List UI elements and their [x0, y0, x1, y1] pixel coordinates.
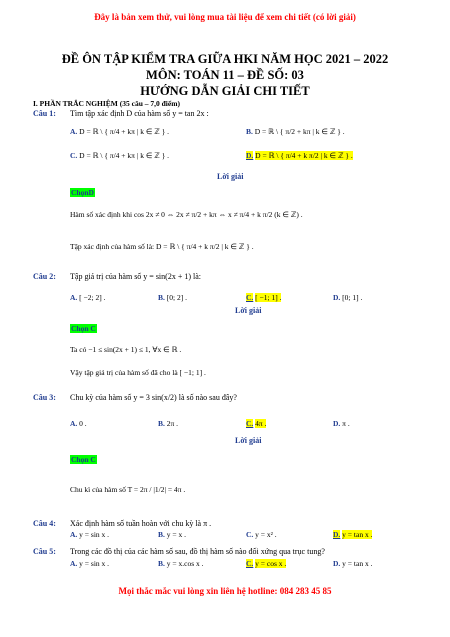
q5-option-a: A. y = sin x . [70, 559, 110, 568]
q4-option-c: C. y = x² . [246, 530, 277, 539]
question-3-label: Câu 3: [33, 393, 56, 402]
q5-option-b: B. y = x.cos x . [158, 559, 204, 568]
q3-option-d: D. π . [333, 419, 350, 428]
q1-solution-heading: Lời giải [217, 172, 244, 181]
exam-subject: MÔN: TOÁN 11 – ĐỀ SỐ: 03 [146, 68, 304, 82]
q2-solution-line-2: Vậy tập giá trị của hàm số đã cho là [ −1; 1] . [70, 368, 206, 377]
question-3-text: Chu kỳ của hàm số y = 3 sin(x/2) là số nào sau đây? [70, 393, 237, 402]
q5-option-d: D. y = tan x . [333, 559, 373, 568]
question-4-label: Câu 4: [33, 519, 56, 528]
q1-option-b: B. D = ℝ \ { π/2 + kπ | k ∈ ℤ } . [246, 127, 345, 136]
question-4-text: Xác định hàm số tuần hoàn với chu kỳ là π . [70, 519, 212, 528]
preview-banner: Đây là bản xem thử, vui lòng mua tài liệu để xem chi tiết (có lời giải) [94, 12, 356, 22]
q2-option-b: B. [0; 2] . [158, 293, 187, 302]
q3-option-b: B. 2π . [158, 419, 179, 428]
q3-option-a: A. 0 . [70, 419, 87, 428]
hotline-footer: Mọi thắc mắc vui lòng xin liên hệ hotline: 084 283 45 85 [118, 586, 332, 596]
exam-title: ĐỀ ÔN TẬP KIỂM TRA GIỮA HKI NĂM HỌC 2021 – 2022 [61, 52, 389, 66]
q1-option-d: D. D = ℝ \ { π/4 + k π/2 | k ∈ ℤ } . [246, 151, 353, 160]
q2-option-d: D. [0; 1] . [333, 293, 363, 302]
q2-option-a: A. [ −2; 2] . [70, 293, 106, 302]
q2-solution-line-1: Ta có −1 ≤ sin(2x + 1) ≤ 1, ∀x ∈ ℝ . [70, 345, 182, 354]
section-heading: I. PHẦN TRẮC NGHIỆM (35 câu – 7,0 điểm) [33, 99, 180, 108]
q3-option-c: C. 4π . [246, 419, 267, 428]
question-2-text: Tập giá trị của hàm số y = sin(2x + 1) là: [70, 272, 201, 281]
q3-answer-tag: Chọn C [71, 455, 96, 464]
q2-option-c: C. [ −1; 1] . [246, 293, 282, 302]
q5-option-c: C. y = cos x . [246, 559, 287, 568]
question-2-label: Câu 2: [33, 272, 56, 281]
q1-solution-line-2: Tập xác định của hàm số là: D = ℝ \ { π/4 + k π/2 | k ∈ ℤ } . [70, 242, 254, 251]
q3-solution-heading: Lời giải [235, 436, 262, 445]
q3-solution-line-1: Chu kì của hàm số T = 2π / |1/2| = 4π . [70, 485, 186, 494]
q4-option-d: D. y = tan x . [333, 530, 373, 539]
question-5-text: Trong các đồ thị của các hàm số sau, đồ thị hàm số nào đối xứng qua trục tung? [70, 547, 325, 556]
q1-answer-tag: ChọnD [71, 188, 94, 197]
question-1-text: Tìm tập xác định D của hàm số y = tan 2x : [70, 109, 209, 118]
q1-option-c: C. D = ℝ \ { π/4 + kπ | k ∈ ℤ } . [70, 151, 170, 160]
q2-answer-tag: Chọn C [71, 324, 96, 333]
q1-option-a: A. D = ℝ \ { π/4 + kπ | k ∈ ℤ } . [70, 127, 170, 136]
q1-solution-line-1: Hàm số xác định khi cos 2x ≠ 0 ⇔ 2x ≠ π/2 + kπ ⇔ x ≠ π/4 + k π/2 (k ∈ ℤ) . [70, 210, 303, 219]
q4-option-a: A. y = sin x . [70, 530, 110, 539]
q2-solution-heading: Lời giải [235, 306, 262, 315]
question-1-label: Câu 1: [33, 109, 56, 118]
q4-option-b: B. y = x . [158, 530, 186, 539]
exam-subtitle: HƯỚNG DẪN GIẢI CHI TIẾT [140, 84, 310, 98]
question-5-label: Câu 5: [33, 547, 56, 556]
